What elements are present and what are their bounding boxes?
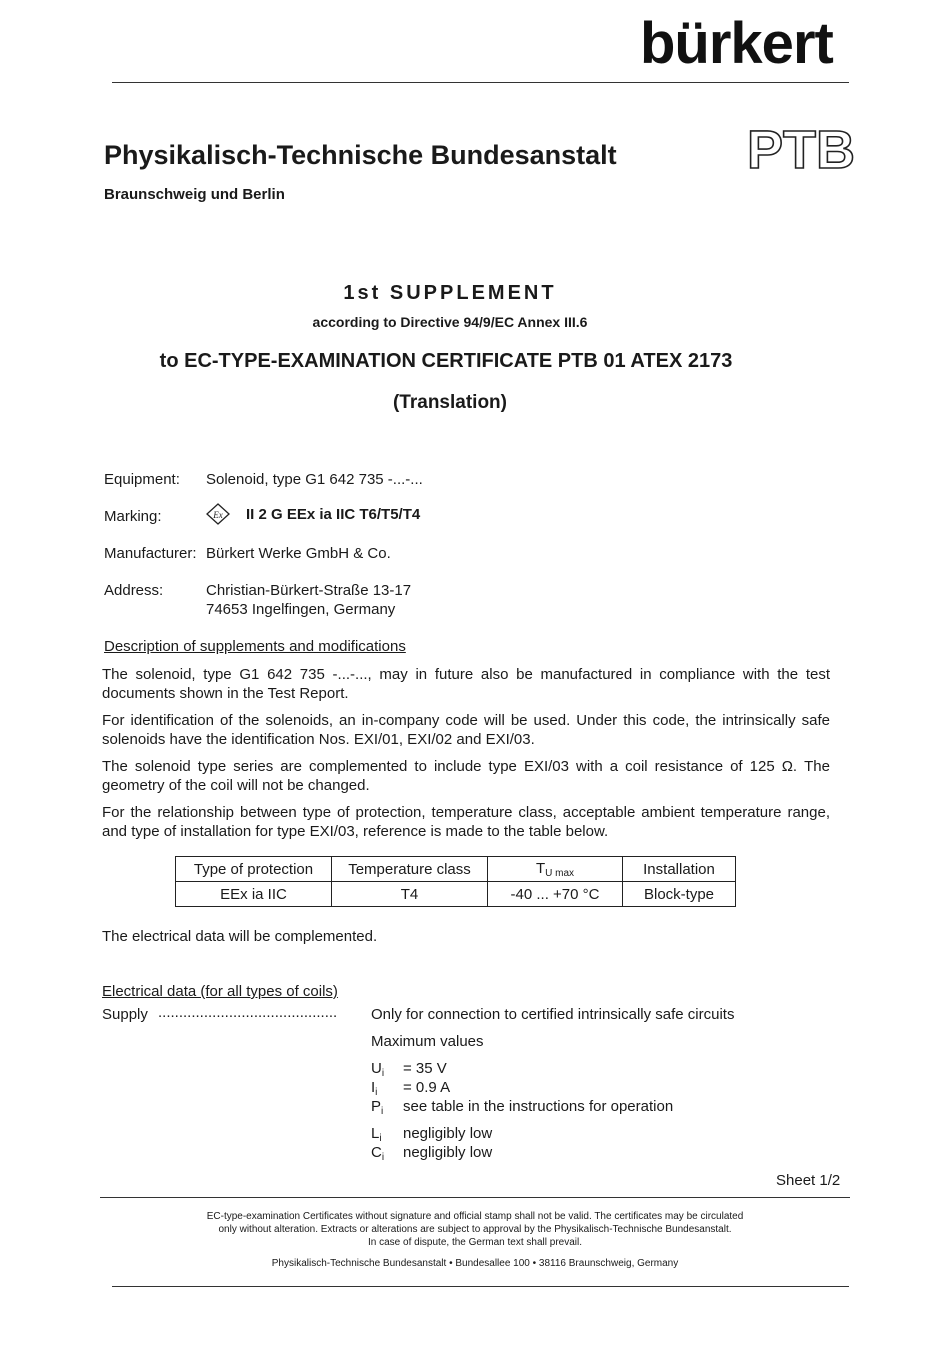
institution-name: Physikalisch-Technische Bundesanstalt — [104, 140, 617, 170]
ui-value: = 35 V — [403, 1060, 447, 1077]
protection-table — [175, 856, 736, 907]
supply-leader-dots: ........................................... — [158, 1004, 338, 1021]
burkert-logo — [640, 11, 845, 82]
footer-disclaimer-line: EC-type-examination Certificates without signature and official stamp shall not be valid. The certificates may be circulated — [206, 1211, 744, 1222]
supplement-title: 1st SUPPLEMENT — [343, 282, 557, 304]
ptb-logo-text: PTB — [747, 120, 855, 180]
description-heading: Description of supplements and modifications — [104, 638, 406, 655]
ui-symbol: $U_i$ — [371, 1060, 385, 1079]
address-label: Address: — [104, 582, 164, 599]
equipment-label: Equipment: — [104, 471, 180, 488]
manufacturer-value: Bürkert Werke GmbH & Co. — [206, 545, 391, 562]
equipment-value: Solenoid, type G1 642 735 -...-... — [206, 471, 423, 488]
footer-disclaimer-line: In case of dispute, the German text shall prevail. — [368, 1237, 582, 1248]
address-line-1: Christian-Bürkert-Straße 13-17 — [206, 582, 412, 599]
ex-explosion-protection-icon — [205, 502, 231, 526]
table-row — [176, 882, 736, 907]
translation-note: (Translation) — [392, 392, 507, 413]
ii-value: = 0.9 A — [403, 1079, 451, 1096]
header-divider — [112, 82, 849, 83]
table-cell: -40 ... +70 °C — [488, 882, 623, 907]
ci-symbol: $C_i$ — [371, 1144, 385, 1163]
ptb-logo — [747, 118, 855, 180]
address-line-2: 74653 Ingelfingen, Germany — [206, 601, 396, 618]
sheet-number: Sheet 1/2 — [776, 1172, 841, 1189]
pi-symbol: $P_i$ — [371, 1098, 384, 1117]
description-paragraph-4: For the relationship between type of protection, temperature class, acceptable ambient temperature range, and type of installation for type EXI/03, reference is made to the table below. — [102, 804, 830, 840]
table-cell: Block-type — [623, 882, 736, 907]
table-header-row — [176, 857, 736, 882]
supplement-directive: according to Directive 94/9/EC Annex III.6 — [312, 314, 588, 330]
footer-divider-top — [100, 1197, 850, 1198]
description-paragraph-1: The solenoid, type G1 642 735 -...-..., may in future also be manufactured in compliance with the test documents shown in the Test Report. — [102, 666, 830, 702]
maximum-values-label: Maximum values — [371, 1033, 484, 1050]
table-header: Temperature class — [332, 857, 488, 882]
electrical-note: The electrical data will be complemented. — [102, 928, 378, 945]
table-header-symbol: T — [535, 859, 546, 877]
supply-label: Supply — [102, 1006, 148, 1023]
burkert-logo-text: bürkert — [640, 11, 833, 76]
svg-text:Ex: Ex — [213, 510, 223, 520]
ci-value: negligibly low — [403, 1144, 493, 1161]
supply-value: Only for connection to certified intrinsically safe circuits — [371, 1006, 735, 1023]
li-value: negligibly low — [403, 1125, 493, 1142]
footer-disclaimer — [130, 1210, 820, 1249]
institution-city: Braunschweig und Berlin — [104, 186, 285, 203]
footer-disclaimer-line: only without alteration. Extracts or alterations are subject to approval by the Physikalisch-Technische Bundesanstalt. — [218, 1224, 732, 1235]
table-header: Type of protection — [176, 857, 332, 882]
description-paragraph-2: For identification of the solenoids, an in-company code will be used. Under this code, the intrinsically safe solenoids have the identification Nos. EXI/01, EXI/02 and EXI/03. — [102, 712, 830, 748]
marking-value: II 2 G EEx ia IIC T6/T5/T4 — [246, 506, 421, 523]
electrical-heading: Electrical data (for all types of coils) — [102, 983, 338, 1000]
table-header-subscript: U max — [545, 867, 575, 879]
li-symbol: $L_i$ — [371, 1125, 382, 1144]
pi-value: see table in the instructions for operation — [403, 1098, 674, 1115]
table-cell: EEx ia IIC — [176, 882, 332, 907]
table-cell: T4 — [332, 882, 488, 907]
footer-divider-bottom — [112, 1286, 849, 1287]
description-paragraph-3: The solenoid type series are complemented to include type EXI/03 with a coil resistance of 125 Ω. The geometry of the coil will not be changed. — [102, 758, 830, 794]
table-header — [488, 857, 623, 882]
marking-label: Marking: — [104, 508, 162, 525]
table-header: Installation — [623, 857, 736, 882]
manufacturer-label: Manufacturer: — [104, 545, 197, 562]
ii-symbol: $I_i$ — [371, 1079, 378, 1098]
footer-address: Physikalisch-Technische Bundesanstalt • Bundesallee 100 • 38116 Braunschweig, Germany — [271, 1258, 679, 1269]
certificate-title: to EC-TYPE-EXAMINATION CERTIFICATE PTB 01 ATEX 2173 — [159, 350, 733, 372]
